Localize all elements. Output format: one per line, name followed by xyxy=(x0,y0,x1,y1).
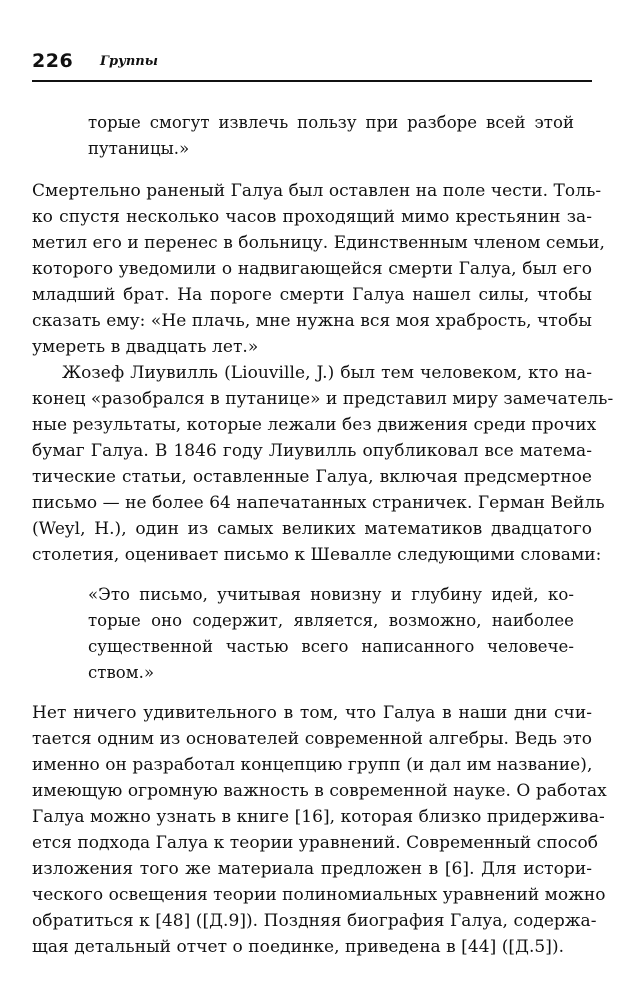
text-line: (Weyl, H.), один из самых великих математиков двадцатого xyxy=(32,519,592,539)
text-line: письмо — не более 64 напечатанных страничек. Герман Вейль xyxy=(32,493,605,513)
text-line: именно он разработал концепцию групп (и дал им название), xyxy=(32,755,593,775)
text-line: Галуа можно узнать в книге [16], которая близко придержива- xyxy=(32,807,605,827)
text-line: ческого освещения теории полиномиальных уравнений можно xyxy=(32,885,606,905)
text-line: обратиться к [48] ([Д.9]). Поздняя биография Галуа, содержа- xyxy=(32,911,597,931)
quote-line: «Это письмо, учитывая новизну и глубину идей, ко- xyxy=(88,585,574,604)
page-number: 226 xyxy=(32,50,74,72)
page-header xyxy=(32,50,592,82)
text-line: конец «разобрался в путанице» и представил миру замечатель- xyxy=(32,389,614,409)
text-line: щая детальный отчет о поединке, приведена в [44] ([Д.5]). xyxy=(32,937,565,957)
text-line: имеющую огромную важность в современной науке. О работах xyxy=(32,781,607,801)
quote-line: существенной частью всего написанного человече- xyxy=(88,637,574,656)
text-line: ко спустя несколько часов проходящий мимо крестьянин за- xyxy=(32,207,592,227)
text-line: столетия, оценивает письмо к Шевалле следующими словами: xyxy=(32,545,602,565)
text-line: Нет ничего удивительного в том, что Галуа в наши дни счи- xyxy=(32,703,592,723)
text-line: ные результаты, которые лежали без движения среди прочих xyxy=(32,415,597,435)
weyl-quote xyxy=(32,582,592,686)
text-line: ется подхода Галуа к теории уравнений. Современный способ xyxy=(32,833,599,853)
quote-line: торые смогут извлечь пользу при разборе всей этой xyxy=(88,113,574,132)
text-line: Жозеф Лиувилль (Liouville, J.) был тем человеком, кто на- xyxy=(62,363,592,383)
text-line: изложения того же материала предложен в [6]. Для истори- xyxy=(32,859,592,879)
text-line: Смертельно раненый Галуа был оставлен на поле чести. Толь- xyxy=(32,181,602,201)
text-line: сказать ему: «Не плачь, мне нужна вся моя храбрость, чтобы xyxy=(32,311,592,331)
paragraph-liouville xyxy=(32,360,614,568)
paragraph-galois-death xyxy=(32,178,606,360)
quote-line: путаницы.» xyxy=(88,139,190,158)
running-title: Группы xyxy=(100,54,158,69)
body-text xyxy=(32,110,614,960)
text-line: умереть в двадцать лет.» xyxy=(32,337,259,357)
quote-line: торые оно содержит, является, возможно, наиболее xyxy=(88,611,574,630)
text-line: тается одним из основателей современной алгебры. Ведь это xyxy=(32,729,592,749)
text-line: которого уведомили о надвигающейся смерти Галуа, был его xyxy=(32,259,592,279)
quote-continuation xyxy=(32,110,592,162)
text-line: бумаг Галуа. В 1846 году Лиувилль опубликовал все матема- xyxy=(32,441,592,461)
quote-line: ством.» xyxy=(88,663,155,682)
paragraph-galois-legacy xyxy=(32,700,607,960)
text-line: младший брат. На пороге смерти Галуа нашел силы, чтобы xyxy=(32,285,592,305)
text-line: метил его и перенес в больницу. Единственным членом семьи, xyxy=(32,233,606,253)
text-line: тические статьи, оставленные Галуа, включая предсмертное xyxy=(32,467,592,487)
